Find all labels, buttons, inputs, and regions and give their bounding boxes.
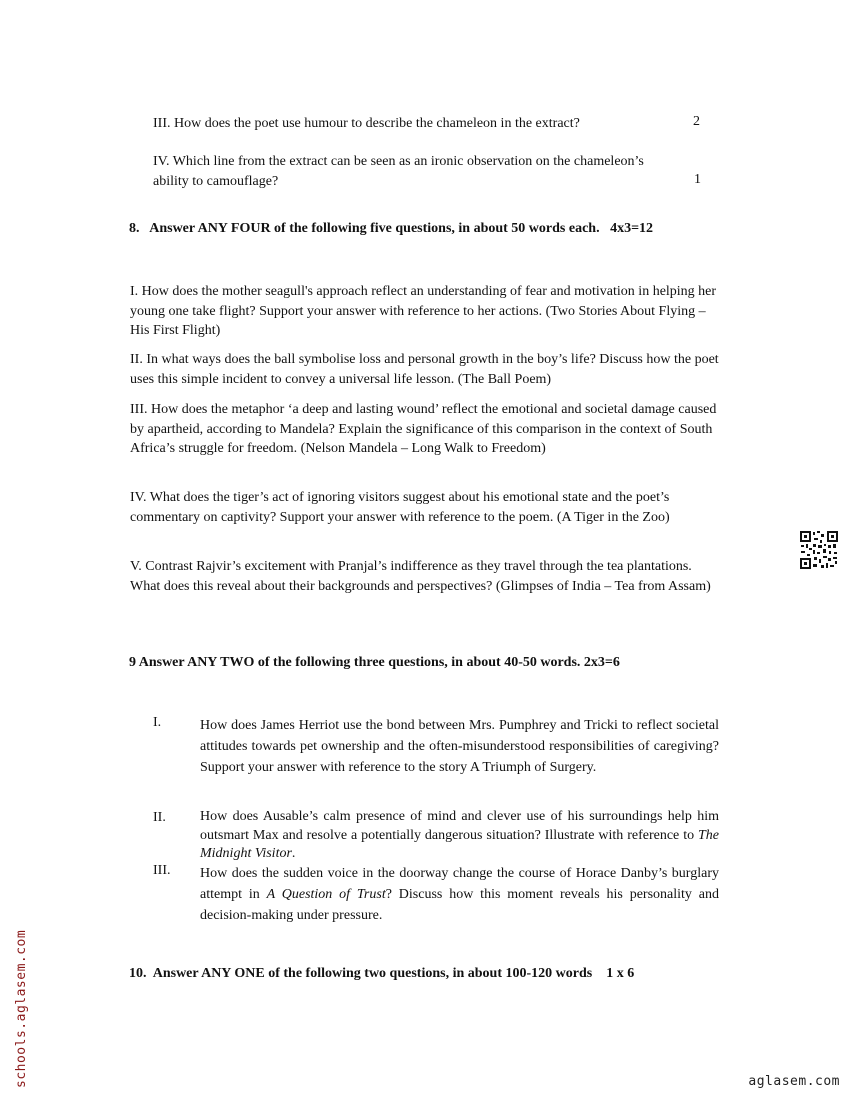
q9-item-3-text-after: ? Discuss how this moment reveals his personality and decision-making under pressure. <box>200 887 719 923</box>
q9-item-1-text: How does James Herriot use the bond between Mrs. Pumphrey and Tricki to reflect societal attitudes towards pet ownership and the often-misunderstood responsibilities of caregiving? Support your answer with reference to the story A Triumph of Surgery. <box>200 718 719 775</box>
q9-item-3-text <box>200 863 719 926</box>
q9-item-3-number: III. <box>153 863 171 878</box>
q8-item-5: V. Contrast Rajvir’s excitement with Pranjal’s indifference as they travel through the tea plantations. What does this reveal about their backgrounds and perspectives? (Glimpses of India – Tea from Assam) <box>130 559 711 594</box>
q9-item-3-title: A Question of Trust <box>266 887 386 902</box>
side-watermark: schools.aglasem.com <box>14 929 29 1088</box>
q7-item-3: III. How does the poet use humour to describe the chameleon in the extract? <box>153 116 580 131</box>
q8-heading: 8. Answer ANY FOUR of the following five questions, in about 50 words each. 4x3=12 <box>129 221 654 236</box>
q9-item-2-text <box>200 808 719 864</box>
q9-item-1-number: I. <box>153 715 162 730</box>
q10-heading: 10. Answer ANY ONE of the following two questions, in about 100-120 words 1 x 6 <box>129 966 635 981</box>
q8-item-2: II. In what ways does the ball symbolise loss and personal growth in the boy’s life? Discuss how the poet uses this simple incident to convey a universal life lesson. (The Ball Poem) <box>130 352 719 387</box>
q9-item-2-text-after: . <box>291 846 296 861</box>
qr-code-icon <box>799 530 839 570</box>
bottom-watermark: aglasem.com <box>748 1074 840 1089</box>
q9-item-3-text-before: How does the sudden voice in the doorway change the course of Horace Danby’s burglary attempt in <box>200 866 719 902</box>
q8-item-3: III. How does the metaphor ‘a deep and lasting wound’ reflect the emotional and societal damage caused by apartheid, according to Mandela? Explain the significance of this comparison in the context of South Africa’s struggle for freedom. (Nelson Mandela – Long Walk to Freedom) <box>130 402 717 456</box>
q9-heading: 9 Answer ANY TWO of the following three questions, in about 40-50 words. 2x3=6 <box>129 655 620 670</box>
q9-item-2-text-before: How does Ausable’s calm presence of mind and clever use of his surroundings help him outsmart Max and resolve a potentially dangerous situation? Illustrate with reference to <box>200 809 719 843</box>
q7-item-4-marks: 1 <box>694 172 701 187</box>
q8-item-4: IV. What does the tiger’s act of ignoring visitors suggest about his emotional state and the poet’s commentary on captivity? Support your answer with reference to the poem. (A Tiger in the Zoo) <box>130 490 670 525</box>
q7-item-4-line-1: IV. Which line from the extract can be seen as an ironic observation on the chameleon’s <box>153 154 644 169</box>
q8-item-1: I. How does the mother seagull's approach reflect an understanding of fear and motivation in helping her young one take flight? Support your answer with reference to her actions. (Two Stories About Flying – His First Flight) <box>130 284 717 338</box>
q7-item-4-line-2: ability to camouflage? <box>153 174 279 189</box>
q9-item-2-number: II. <box>153 810 166 825</box>
q9-item-2-title: The Midnight Visitor <box>200 827 719 861</box>
q7-item-3-marks: 2 <box>693 114 700 129</box>
